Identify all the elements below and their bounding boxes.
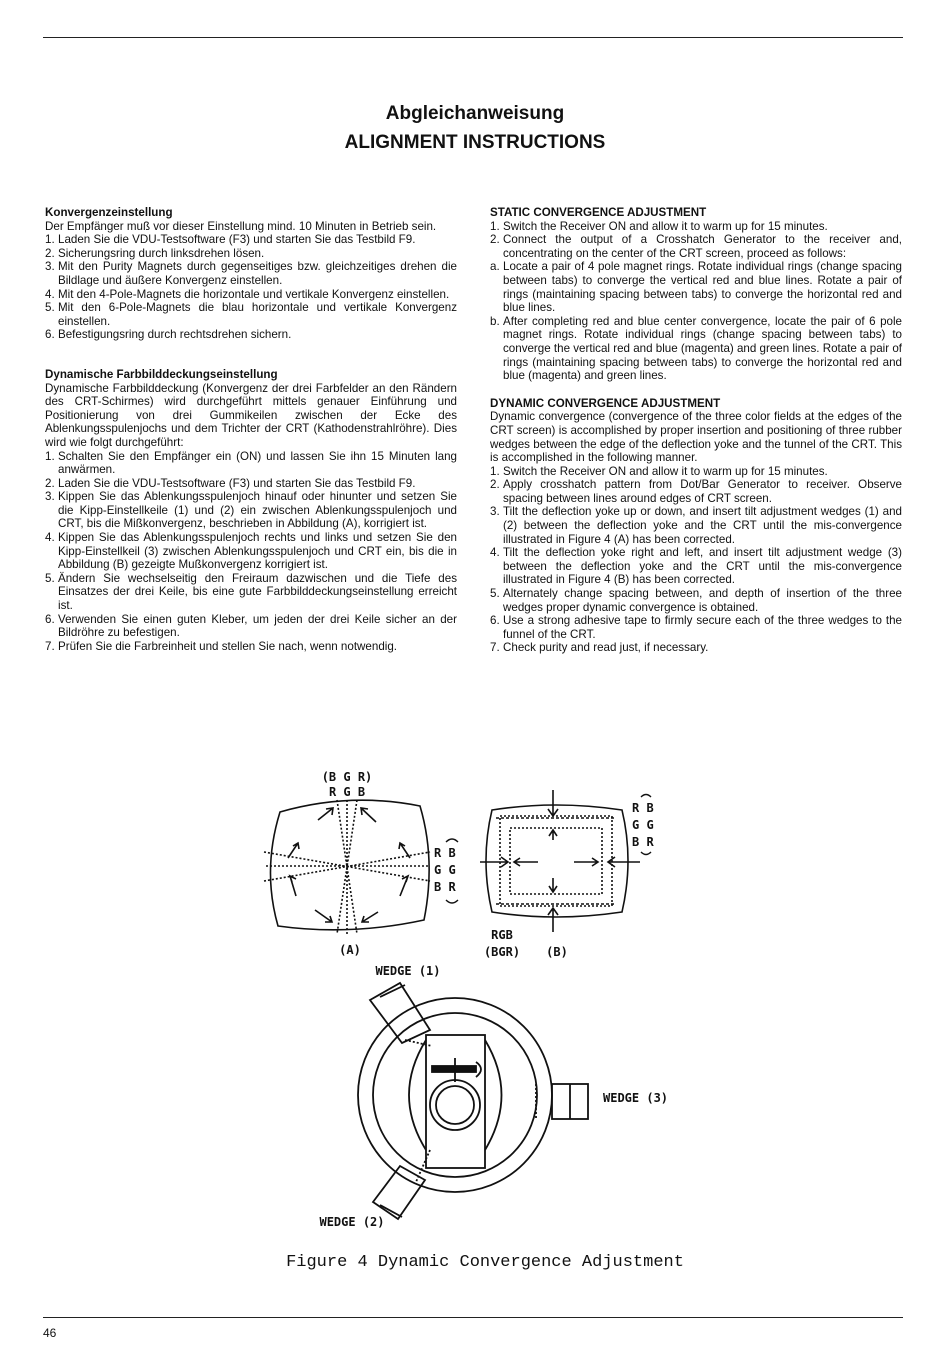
list-item: [45, 531, 457, 572]
item-number: 1.: [490, 464, 500, 478]
item-number: 5.: [490, 587, 500, 601]
bottom-rule: [43, 1317, 903, 1318]
label-b-side-r3: B R: [632, 835, 654, 849]
item-text: Mit den 6-Pole-Magnets die blau horizontale und vertikale Konvergenz einstellen.: [58, 301, 457, 328]
list-item: [45, 233, 457, 247]
item-text: Tilt the deflection yoke up or down, and insert tilt adjustment wedges (1) and (2) between the deflection yoke and the CRT until the mis-convergence illustrated in Figure 4 (A) has been corrected.: [503, 505, 902, 546]
item-number: 2.: [490, 478, 500, 492]
label-wedge-3: WEDGE (3): [603, 1091, 669, 1105]
list-item: [490, 614, 902, 641]
label-b-bottom-line2: (BGR): [483, 945, 521, 959]
arrow-b-left: [480, 857, 508, 867]
list-item: [45, 260, 457, 287]
label-b-side-r2: G G: [632, 818, 654, 832]
item-number: 7.: [490, 641, 500, 655]
item-number: 6.: [45, 612, 55, 626]
item-text: Connect the output of a Crosshatch Generator to the receiver and, concentrating on the center of the CRT screen, proceed as follows:: [503, 233, 902, 260]
swap-mark-b-bottom: [641, 852, 651, 855]
crt-neck: [430, 1080, 480, 1130]
section-intro: Dynamische Farbbilddeckung (Konvergenz der drei Farbfelder an den Rändern des CRT-Schirmes) wird durchgeführt mittels genauer Einführung und Positionierung von drei Gummikeilen zwischen der Ecke des Ablenkungsspulenjochs und dem Trichter der CRT (Kathodenstrahlröhre). Dies wird wie folgt durchgeführt:: [45, 381, 457, 449]
arrow-a-lower-left: [315, 910, 332, 922]
page-number: 46: [43, 1326, 57, 1340]
yoke-core: [426, 1035, 485, 1168]
arrow-a-top-left: [318, 808, 333, 820]
arrow-b-right: [608, 857, 640, 867]
item-text: Kippen Sie das Ablenkungsspulenjoch hinauf oder hinunter und setzen Sie die Kipp-Einstellkeile (1) und (2) ein zwischen Ablenkungsspulenjoch und CRT, bis die Mißkonvergenz, beschrieben in Abbildung (A), korrigiert ist.: [58, 490, 457, 531]
item-number: 1.: [45, 233, 55, 247]
inner-grid-frame-b2: [510, 828, 602, 894]
section-konvergenz: [45, 206, 457, 342]
right-column: [490, 206, 902, 669]
item-number: 6.: [490, 614, 500, 628]
arrow-a-left: [288, 843, 299, 858]
item-text: Laden Sie die VDU-Testsoftware (F3) und starten Sie das Testbild F9.: [58, 476, 416, 490]
item-text: Befestigungsring durch rechtsdrehen sichern.: [58, 328, 292, 342]
swap-mark-a-top: [446, 839, 458, 842]
list-item: [45, 328, 457, 342]
swap-mark-a-bottom: [446, 900, 458, 903]
wedge-2-guide: [416, 1150, 430, 1182]
side-arc-right: [485, 1040, 502, 1150]
item-number: 2.: [45, 246, 55, 260]
list-item: [45, 477, 457, 491]
item-number: 5.: [45, 571, 55, 585]
arrow-a-bottom-left: [290, 876, 296, 896]
figure-b: [480, 790, 640, 932]
list-item: [45, 288, 457, 302]
item-number: 5.: [45, 301, 55, 315]
list-item: [490, 315, 902, 383]
arrow-b-bottom: [548, 908, 558, 932]
item-number: 1.: [490, 219, 500, 233]
item-text: Laden Sie die VDU-Testsoftware (F3) und starten Sie das Testbild F9.: [58, 233, 416, 247]
item-text: Ändern Sie wechselseitig den Freiraum dazwischen und die Tiefe des Einsatzes der drei Keile, bis eine gute Farbbilddeckungseinstellung erreicht ist.: [58, 571, 457, 613]
label-b-bottom-line1: RGB: [491, 928, 513, 942]
item-number: b.: [490, 314, 500, 328]
section-dynamic-convergence: [490, 397, 902, 655]
top-rule: [43, 37, 903, 38]
list-item: [490, 233, 902, 260]
item-text: Schalten Sie den Empfänger ein (ON) und lassen Sie ihn 15 Minuten lang anwärmen.: [58, 449, 457, 477]
section-static-convergence: [490, 206, 902, 383]
list-item: [490, 260, 902, 314]
list-item: [45, 572, 457, 613]
item-text: Verwenden Sie einen guten Kleber, um jeden der drei Keile sicher an der Bildröhre zu befestigen.: [58, 612, 457, 640]
item-text: Switch the Receiver ON and allow it to warm up for 15 minutes.: [503, 464, 828, 478]
item-text: Mit den 4-Pole-Magnets die horizontale und vertikale Konvergenz einstellen.: [58, 287, 450, 301]
figure-caption: Figure 4 Dynamic Convergence Adjustment: [286, 1253, 684, 1272]
label-a-side-r3: B R: [434, 880, 456, 894]
deflection-yoke-assembly: [358, 983, 588, 1219]
wedge-1-guide: [405, 1040, 432, 1046]
figure-4-diagram: [0, 750, 950, 1245]
item-text: Sicherungsring durch linksdrehen lösen.: [58, 246, 265, 260]
list-item: [490, 465, 902, 479]
section-heading: Dynamische Farbbilddeckungseinstellung: [45, 367, 278, 381]
item-text: Alternately change spacing between, and depth of insertion of the three wedges proper dynamic convergence is obtained.: [503, 587, 902, 614]
swap-mark-b-top: [641, 795, 651, 798]
item-number: 4.: [45, 287, 55, 301]
list-item: [45, 613, 457, 640]
item-number: 2.: [490, 233, 500, 247]
item-text: After completing red and blue center convergence, locate the pair of 6 pole magnet rings. Rotate individual rings (change spacing between tabs) to converge the vertical red and blue (magenta) and green lines. Rotate a pair of rings (maintaining spacing between tabs) to converge the horizontal red and blue (magenta) and green lines.: [503, 314, 902, 383]
item-text: Mit den Purity Magnets durch gegenseitiges bzw. gleichzeitiges drehen die Bildlage und äußere Konvergenz einstellen.: [58, 260, 457, 287]
list-item: [45, 301, 457, 328]
item-number: 4.: [45, 531, 55, 545]
label-a-side-r2: G G: [434, 863, 456, 877]
item-number: 2.: [45, 476, 55, 490]
arrow-b-top: [548, 790, 558, 816]
item-text: Use a strong adhesive tape to firmly secure each of the three wedges to the funnel of the CRT.: [503, 614, 902, 641]
arrow-b-top-inner: [549, 830, 557, 840]
item-text: Kippen Sie das Ablenkungsspulenjoch rechts und links und setzen Sie den Kipp-Einstellkeil (3) zwischen Ablenkungsspulenjoch und CRT ein, bis die in Abbildung (B) gezeigte Mußkonvergenz korrigiert ist.: [58, 531, 457, 572]
item-text: Check purity and read just, if necessary.: [503, 641, 709, 655]
section-heading: Konvergenzeinstellung: [45, 206, 173, 219]
section-heading: DYNAMIC CONVERGENCE ADJUSTMENT: [490, 396, 721, 410]
side-arc-left: [409, 1040, 426, 1150]
item-number: 1.: [45, 449, 55, 463]
left-column: [45, 206, 457, 667]
section-intro: Dynamic convergence (convergence of the three color fields at the edges of the CRT screen) is accomplished by proper insertion and positioning of three rubber wedges between the edge of the deflection yoke and the tunnel of the CRT. This is accomplished in the following manner.: [490, 410, 902, 465]
item-text: Apply crosshatch pattern from Dot/Bar Generator to receiver. Observe spacing between lines around edges of CRT screen.: [503, 478, 902, 505]
figure-a: [264, 800, 430, 934]
list-item: [490, 546, 902, 587]
item-text: Prüfen Sie die Farbreinheit und stellen Sie nach, wenn notwendig.: [58, 639, 398, 653]
label-wedge-2: WEDGE (2): [319, 1215, 385, 1229]
arrow-a-right: [399, 843, 410, 858]
arrow-a-bottom-right: [400, 876, 408, 896]
list-item: [490, 505, 902, 546]
title-german: Abgleichanweisung: [385, 103, 565, 124]
item-text: Tilt the deflection yoke right and left, and insert tilt adjustment wedge (3) between the deflection yoke and the CRT until the mis-convergence illustrated in Figure 4 (B) has been corrected.: [503, 546, 902, 587]
label-b: (B): [546, 945, 568, 959]
label-wedge-1: WEDGE (1): [375, 964, 441, 978]
arrow-a-lower-right: [362, 912, 378, 922]
item-number: 7.: [45, 639, 55, 653]
arrow-a-top-right: [361, 808, 376, 822]
list-item: [45, 450, 457, 477]
arrow-b-bottom-inner: [549, 878, 557, 892]
list-item: [490, 641, 902, 655]
item-number: 3.: [45, 490, 55, 504]
label-a-top-line1: (B G R): [321, 770, 373, 784]
label-a-side-r1: R B: [434, 846, 456, 860]
arrow-b-right-inner: [574, 858, 598, 866]
list-item: [45, 490, 457, 531]
yoke-outer-ring: [358, 998, 552, 1192]
item-number: 3.: [490, 505, 500, 519]
list-item: [490, 220, 902, 234]
section-intro: Der Empfänger muß vor dieser Einstellung mind. 10 Minuten in Betrieb sein.: [45, 219, 437, 233]
list-item: [45, 247, 457, 261]
title-english: ALIGNMENT INSTRUCTIONS: [344, 132, 606, 153]
gun-bar: [432, 1066, 476, 1072]
label-a: (A): [339, 943, 361, 957]
item-number: a.: [490, 260, 500, 274]
section-heading: STATIC CONVERGENCE ADJUSTMENT: [490, 206, 707, 219]
label-a-top-line2: R G B: [328, 785, 366, 799]
arrow-b-left-inner: [514, 858, 538, 866]
crt-neck-inner: [436, 1086, 474, 1124]
item-number: 4.: [490, 546, 500, 560]
list-item: [45, 640, 457, 654]
item-number: 3.: [45, 260, 55, 274]
label-b-side-r1: R B: [632, 801, 654, 815]
item-text: Switch the Receiver ON and allow it to warm up for 15 minutes.: [503, 219, 828, 233]
item-number: 6.: [45, 328, 55, 342]
section-farbbilddeckung: [45, 368, 457, 653]
crt-screen-a-outline: [270, 800, 429, 930]
list-item: [490, 478, 902, 505]
list-item: [490, 587, 902, 614]
item-text: Locate a pair of 4 pole magnet rings. Rotate individual rings (change spacing between tabs) to converge the vertical red and blue lines. Rotate a pair of rings (maintaining spacing between tabs) to converge the horizontal red and blue lines.: [503, 260, 902, 315]
